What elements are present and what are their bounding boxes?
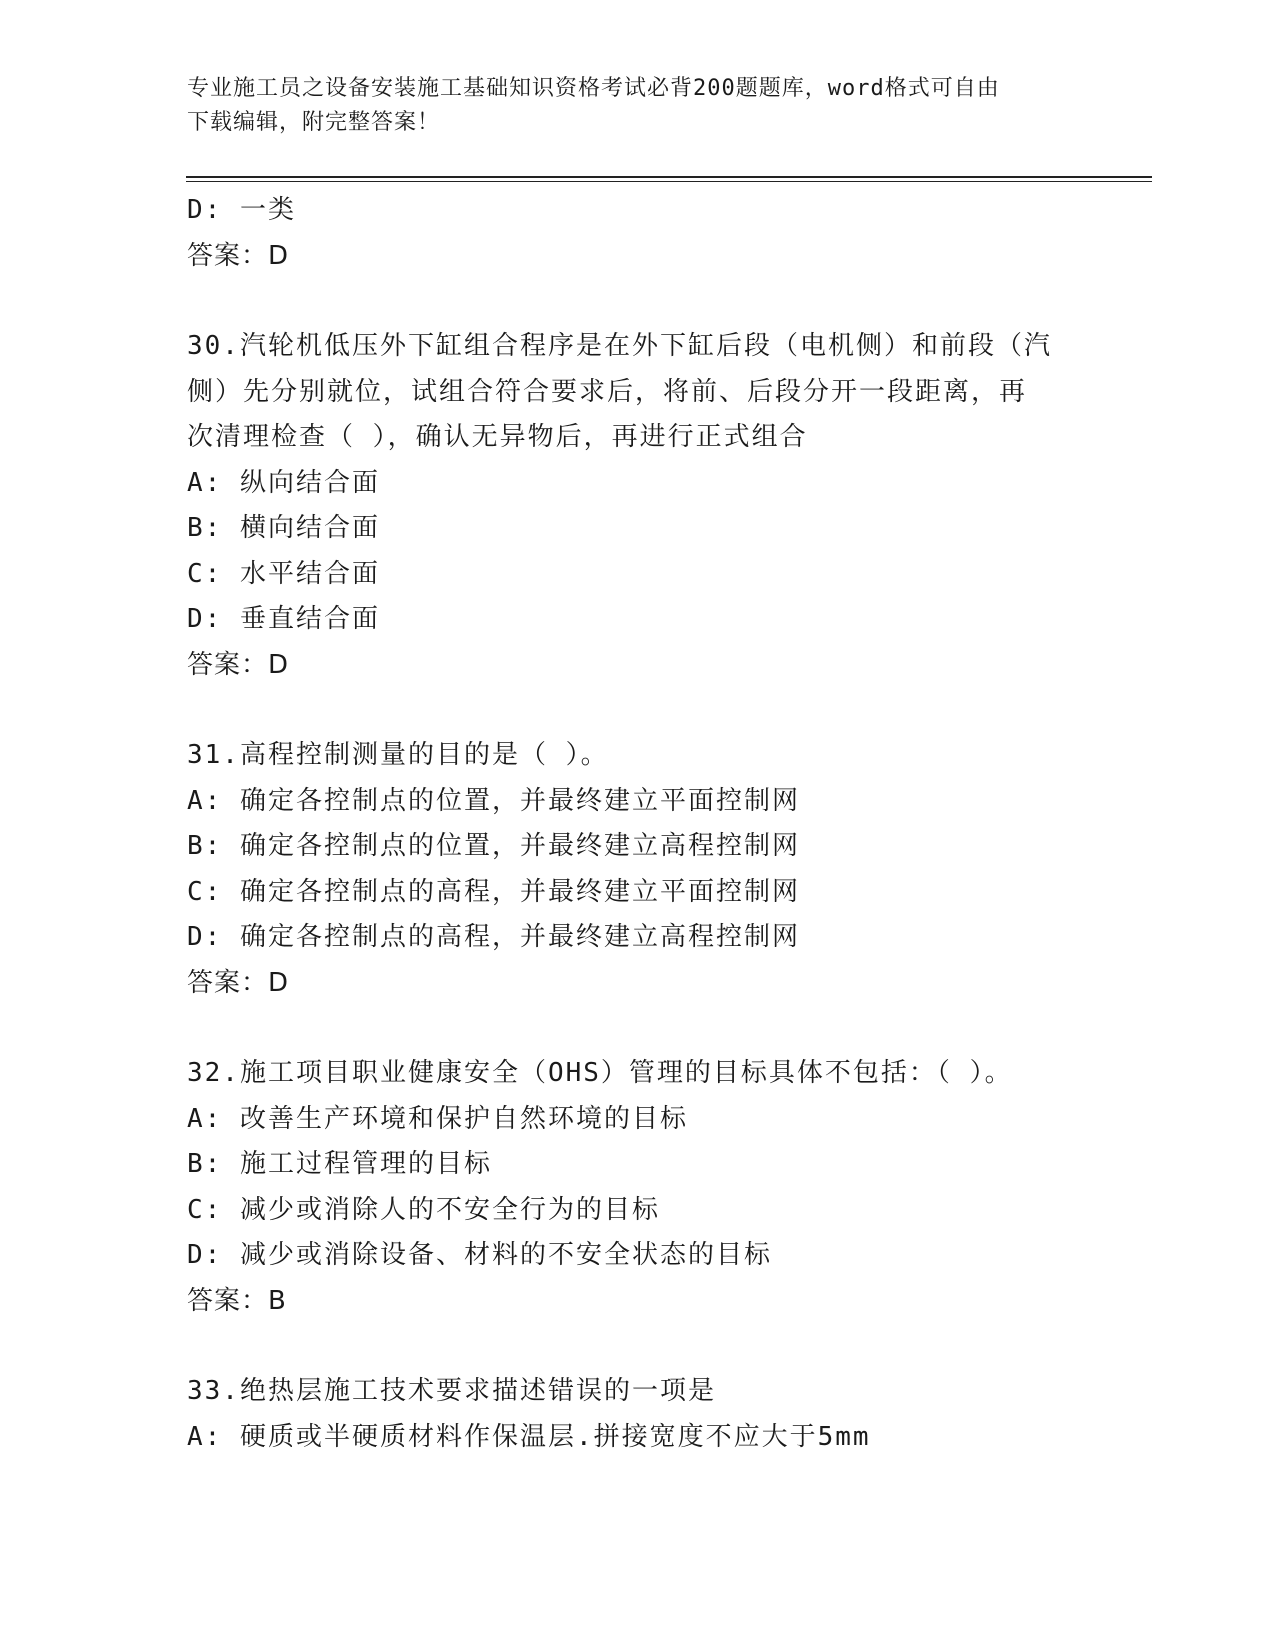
question-text: 30.汽轮机低压外下缸组合程序是在外下缸后段（电机侧）和前段（汽 <box>187 331 1052 361</box>
answer: 答案：B <box>187 1285 287 1316</box>
question-30 <box>187 324 1127 688</box>
option-b: B: 施工过程管理的目标 <box>187 1149 492 1179</box>
option-d: D: 确定各控制点的高程，并最终建立高程控制网 <box>187 922 800 952</box>
document-body <box>187 188 1127 1460</box>
answer: 答案：D <box>187 649 290 680</box>
option-a: A: 纵向结合面 <box>187 467 380 498</box>
header-line-2: 下载编辑，附完整答案！ <box>187 110 441 135</box>
option-d: D: 垂直结合面 <box>187 604 380 634</box>
question-text: 31.高程控制测量的目的是（ ）。 <box>187 740 609 770</box>
question-33 <box>187 1369 1127 1460</box>
option-d: D: 减少或消除设备、材料的不安全状态的目标 <box>187 1240 772 1270</box>
option-c: C: 确定各控制点的高程，并最终建立平面控制网 <box>187 876 800 907</box>
question-text: 33.绝热层施工技术要求描述错误的一项是 <box>187 1376 716 1406</box>
document-header <box>187 72 1087 140</box>
option-c: C: 减少或消除人的不安全行为的目标 <box>187 1194 660 1225</box>
header-rule-thick <box>186 176 1152 178</box>
option-d: D: 一类 <box>187 195 296 225</box>
question-32 <box>187 1051 1127 1324</box>
question-text: 32.施工项目职业健康安全（OHS）管理的目标具体不包括：（ ）。 <box>187 1058 1013 1088</box>
option-a: A: 硬质或半硬质材料作保温层.拼接宽度不应大于5mm <box>187 1421 871 1452</box>
option-b: B: 横向结合面 <box>187 513 380 543</box>
question-text: 侧）先分别就位，试组合符合要求后，将前、后段分开一段距离，再 <box>187 376 1028 407</box>
question-text: 次清理检查（ ），确认无异物后，再进行正式组合 <box>187 422 808 452</box>
answer: 答案：D <box>187 967 290 998</box>
option-b: B: 确定各控制点的位置，并最终建立高程控制网 <box>187 831 800 861</box>
question-31 <box>187 733 1127 1006</box>
option-a: A: 确定各控制点的位置，并最终建立平面控制网 <box>187 785 800 816</box>
option-a: A: 改善生产环境和保护自然环境的目标 <box>187 1103 688 1134</box>
header-rule-thin <box>186 181 1152 182</box>
header-line-1: 专业施工员之设备安装施工基础知识资格考试必背200题题库，word格式可自由 <box>187 76 1000 101</box>
option-c: C: 水平结合面 <box>187 558 380 589</box>
answer: 答案：D <box>187 240 290 271</box>
